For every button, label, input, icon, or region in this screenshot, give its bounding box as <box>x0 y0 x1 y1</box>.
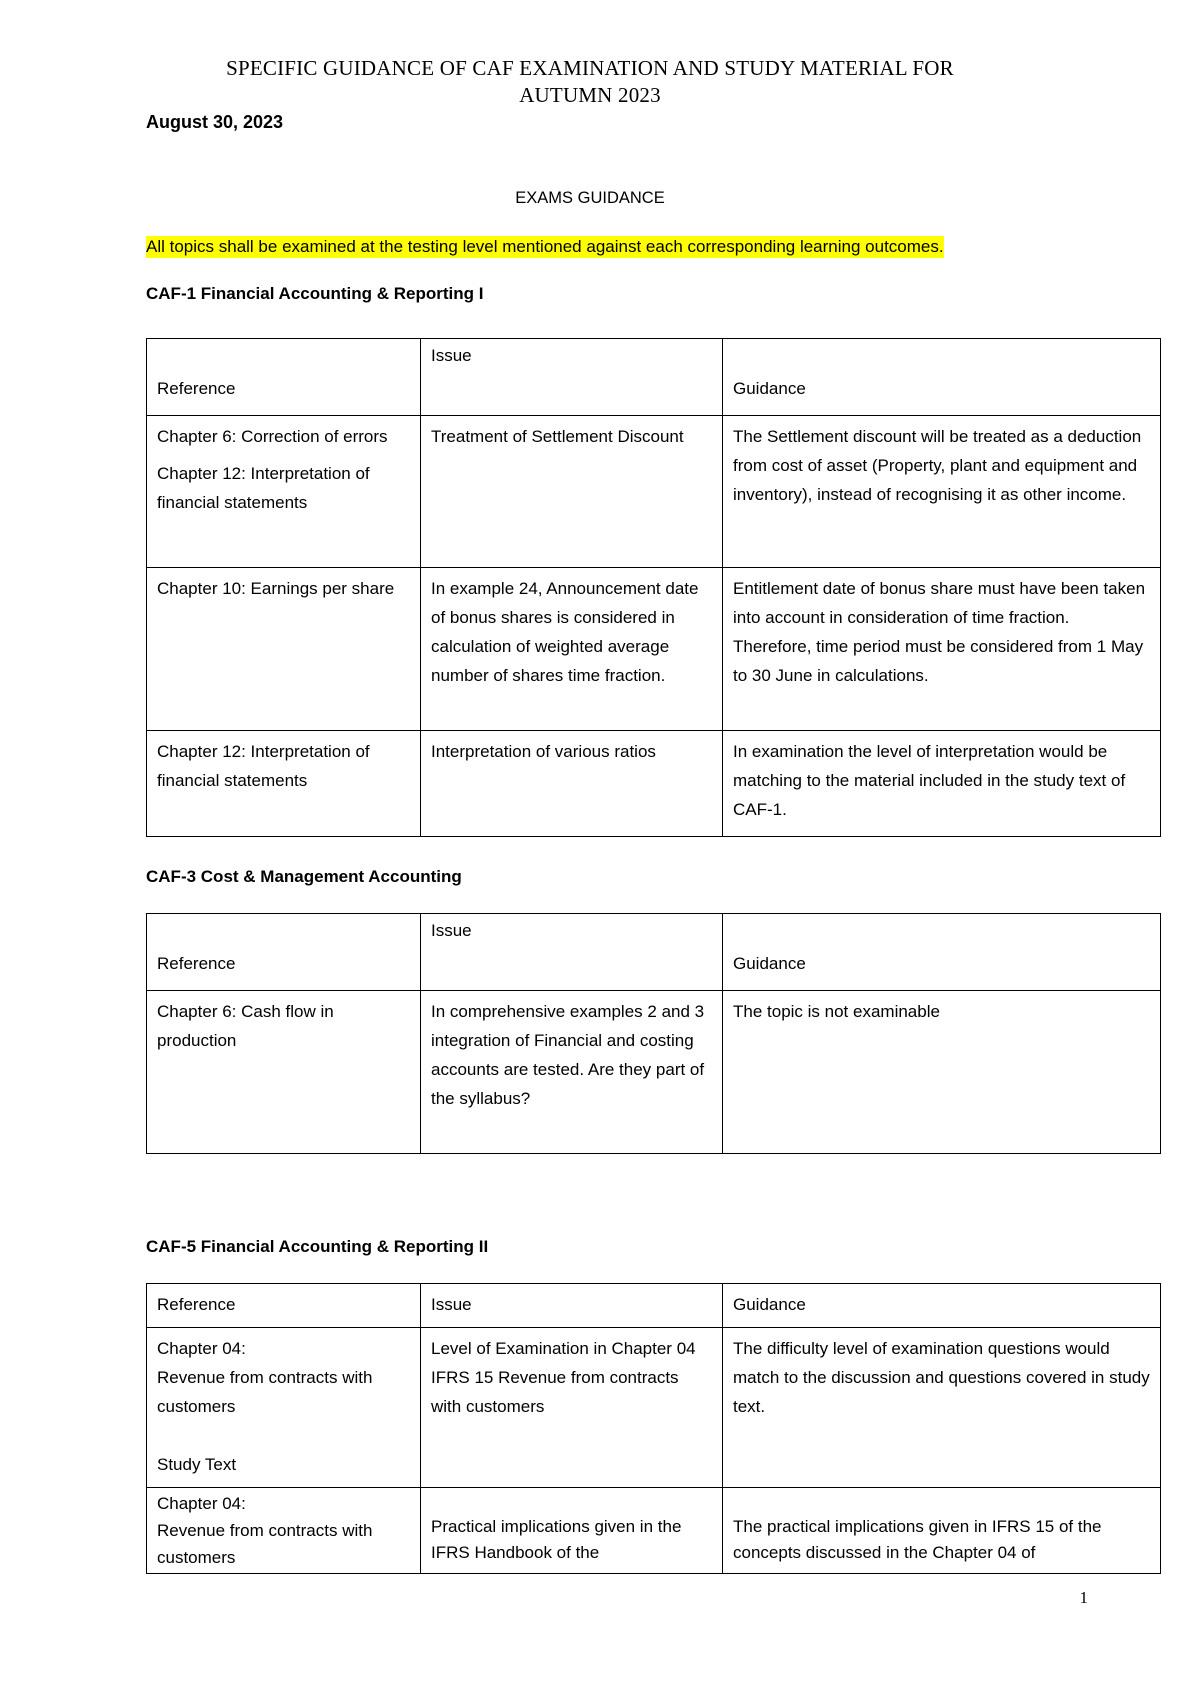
document-title <box>120 55 1060 109</box>
header-guidance: Guidance <box>723 339 1161 416</box>
guidance-cell: The practical implications given in IFRS 15 of the concepts discussed in the Chapter 04 of <box>723 1488 1161 1574</box>
issue-cell: Practical implications given in the IFRS Handbook of the <box>421 1488 723 1574</box>
header-issue: Issue <box>421 914 723 991</box>
caf3-table <box>146 913 1161 1154</box>
reference-text: Revenue from contracts with customers <box>157 1368 373 1416</box>
reference-cell <box>147 1328 421 1488</box>
table-header-row <box>147 339 1161 416</box>
reference-text: Chapter 04: <box>157 1339 246 1358</box>
reference-text: Chapter 6: Correction of errors <box>157 427 388 446</box>
reference-text: Study Text <box>157 1455 237 1474</box>
reference-cell: Chapter 10: Earnings per share <box>147 568 421 731</box>
notice-text: All topics shall be examined at the testing level mentioned against each corresponding learning outcomes. <box>146 237 944 256</box>
title-line-1: SPECIFIC GUIDANCE OF CAF EXAMINATION AND STUDY MATERIAL FOR <box>226 56 954 80</box>
guidance-cell: The difficulty level of examination questions would match to the discussion and questions covered in study text. <box>723 1328 1161 1488</box>
table-row <box>147 1328 1161 1488</box>
guidance-cell: The topic is not examinable <box>723 991 1161 1154</box>
page-number: 1 <box>1079 1588 1088 1607</box>
reference-text: Revenue from contracts with customers <box>157 1521 373 1567</box>
caf3-title: CAF-3 Cost & Management Accounting <box>146 867 462 886</box>
reference-cell: Chapter 6: Cash flow in production <box>147 991 421 1154</box>
header-reference: Reference <box>147 339 421 416</box>
guidance-cell: In examination the level of interpretation would be matching to the material included in the study text of CAF-1. <box>723 731 1161 837</box>
guidance-cell: Entitlement date of bonus share must have been taken into account in consideration of time fraction. Therefore, time period must be considered from 1 May to 30 June in calculations. <box>723 568 1161 731</box>
document-date: August 30, 2023 <box>146 112 284 132</box>
reference-cell <box>147 416 421 568</box>
table-row <box>147 731 1161 837</box>
title-line-2: AUTUMN 2023 <box>519 83 661 107</box>
header-guidance: Guidance <box>723 914 1161 991</box>
table-header-row <box>147 914 1161 991</box>
header-reference: Reference <box>147 1284 421 1328</box>
table-row <box>147 416 1161 568</box>
section-heading: EXAMS GUIDANCE <box>515 189 665 207</box>
caf1-table <box>146 338 1161 837</box>
caf5-title: CAF-5 Financial Accounting & Reporting II <box>146 1237 489 1256</box>
header-issue: Issue <box>421 339 723 416</box>
header-guidance: Guidance <box>723 1284 1161 1328</box>
table-row <box>147 1488 1161 1574</box>
header-issue: Issue <box>421 1284 723 1328</box>
table-row <box>147 991 1161 1154</box>
issue-cell: In example 24, Announcement date of bonus shares is considered in calculation of weighted average number of shares time fraction. <box>421 568 723 731</box>
caf1-title: CAF-1 Financial Accounting & Reporting I <box>146 284 484 303</box>
table-header-row <box>147 1284 1161 1328</box>
header-reference: Reference <box>147 914 421 991</box>
table-row <box>147 568 1161 731</box>
reference-text: Chapter 04: <box>157 1494 246 1513</box>
issue-cell: Level of Examination in Chapter 04 IFRS 15 Revenue from contracts with customers <box>421 1328 723 1488</box>
reference-cell: Chapter 12: Interpretation of financial statements <box>147 731 421 837</box>
issue-cell: In comprehensive examples 2 and 3 integration of Financial and costing accounts are tested. Are they part of the syllabus? <box>421 991 723 1154</box>
issue-cell: Treatment of Settlement Discount <box>421 416 723 568</box>
guidance-cell: The Settlement discount will be treated as a deduction from cost of asset (Property, plant and equipment and inventory), instead of recognising it as other income. <box>723 416 1161 568</box>
issue-cell: Interpretation of various ratios <box>421 731 723 837</box>
reference-cell <box>147 1488 421 1574</box>
reference-text: Chapter 12: Interpretation of financial statements <box>157 464 370 512</box>
caf5-table <box>146 1283 1161 1574</box>
highlighted-notice <box>146 237 944 257</box>
